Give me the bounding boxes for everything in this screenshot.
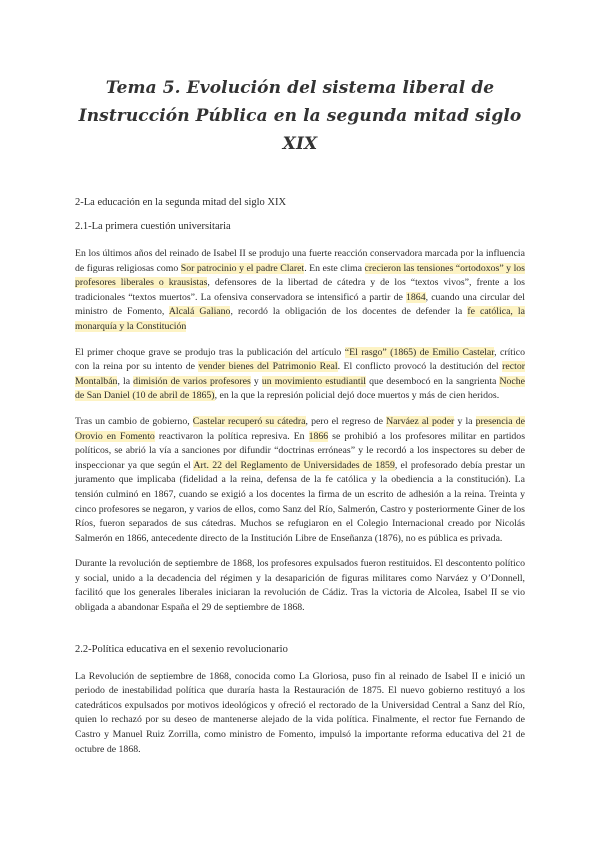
highlighted-text: Narváez al poder: [386, 415, 455, 427]
text-run: Durante la revolución de septiembre de 1868, los profesores expulsados fueron restituidos. El descontento político y social, unido a la decadencia del régimen y la desaparición de figuras militares como Narváez y O’Donnell, facilitó que los generales liberales iniciaran la revolución de Cádiz. Tras la victoria de Alcolea, Isabel II se vio obligada a abandonar España el 29 de septiembre de 1868.: [75, 558, 525, 614]
subsection-heading-1: 2.1-La primera cuestión universitaria: [75, 221, 231, 232]
text-run: La Revolución de septiembre de 1868, conocida como La Gloriosa, puso fin al reinado de Isabel II e inició un periodo de inestabilidad política que duraría hasta la Restauración de 1875. El nuevo gobierno restituyó a los catedráticos expulsados por motivos ideológicos y ofreció el rectorado de la Universidad Central a Sanz del Río, quien lo rechazó por su deseo de mantenerse alejado de la vida política. Finalmente, el rector fue Fernando de Castro y Manuel Ruiz Zorrilla, como ministro de Fomento, impulsó la importante reforma educativa del 21 de octubre de 1868.: [75, 670, 525, 755]
highlighted-text: 1866: [308, 430, 329, 442]
text-run: . El conflicto provocó la destitución del: [337, 361, 503, 373]
text-run: y la: [454, 415, 476, 427]
highlighted-text: presencia de Orovio en Fomento: [75, 415, 525, 442]
paragraph: [75, 415, 525, 546]
text-run: , la: [117, 375, 134, 387]
text-run: . En este clima: [304, 262, 365, 274]
text-run: reactivaron la política represiva. En: [154, 430, 309, 442]
subsection-body-1: [75, 247, 525, 616]
highlighted-text: un movimiento estudiantil: [261, 375, 367, 387]
highlighted-text: Alcalá Galiano: [168, 306, 231, 318]
highlighted-text: dimisión de varios profesores: [133, 375, 251, 387]
paragraph: [75, 247, 525, 335]
text-run: , crítico con la reina por su intento de: [75, 346, 525, 373]
paragraph: [75, 346, 525, 404]
highlighted-text: rector Montalbán: [75, 361, 525, 387]
text-run: , pero el regreso de: [305, 415, 387, 427]
highlighted-text: Noche de San Daniel (10 de abril de 1865): [75, 375, 526, 402]
highlighted-text: crecieron las tensiones “ortodoxos” y los profesores liberales o krausistas: [75, 262, 525, 289]
paragraph: [75, 557, 525, 615]
highlighted-text: “El rasgo” (1865) de Emilio Castelar: [344, 346, 495, 358]
text-run: y: [250, 375, 262, 387]
spacer: [75, 627, 525, 643]
subsection-heading-2: 2.2-Política educativa en el sexenio revolucionario: [75, 643, 288, 655]
text-run: El primer choque grave se produjo tras la publicación del artículo: [75, 346, 345, 358]
text-run: se prohibió a los profesores militar en partidos políticos, se abrió la vía a sanciones por difundir “doctrinas erróneas” y le recordó a los inspectores su deber de inspeccionar ya que según el: [75, 430, 526, 471]
text-run: , el profesorado debía prestar un juramento que implicaba (fidelidad a la reina, defensa de la fe católica y la obediencia a la constitución). La tensión culminó en 1867, cuando se exigió a los docentes la firma de un escrito de adhesión a la reina. Treinta y cinco profesores se negaron, y varios de ellos, como Sanz del Río, Salmerón, Castro y posteriormente Giner de los Ríos, fueron separados de sus cátedras. Muchos se refugiaron en el Colegio Internacional creado por Nicolás Salmerón en 1866, antecedente directo de la Institución Libre de Enseñanza (1876), no es pública es privada.: [75, 459, 526, 544]
paragraph: [75, 670, 525, 758]
text-run: que desembocó en la sangrienta: [366, 375, 500, 387]
text-run: , defensores de la libertad de cátedra y de los “textos vivos”, frente a los tradicionales “textos muertos”. La ofensiva conservadora se intensificó a partir de: [75, 277, 525, 303]
text-run: En los últimos años del reinado de Isabel II se produjo una fuerte reacción conservadora marcada por la influencia de figuras religiosas como: [75, 248, 525, 274]
text-run: , cuando una circular del ministro de Fomento,: [75, 291, 525, 318]
subsection-body-2: [75, 670, 525, 758]
highlighted-text: fe católica, la monarquía y la Constitución: [75, 306, 526, 332]
highlighted-text: Castelar recuperó su cátedra: [192, 415, 306, 427]
text-run: Tras un cambio de gobierno,: [75, 415, 193, 427]
document-title: Tema 5. Evolución del sistema liberal de Instrucción Pública en la segunda mitad siglo XIX: [78, 78, 522, 154]
text-run: , en la que la represión policial dejó doce muertos y más de cien heridos.: [214, 390, 500, 402]
highlighted-text: Art. 22 del Reglamento de Universidades de 1859: [193, 459, 395, 471]
section-heading: 2-La educación en la segunda mitad del siglo XIX: [75, 197, 287, 208]
highlighted-text: 1864: [406, 291, 426, 303]
highlighted-text: Sor patrocinio y el padre Claret: [180, 262, 305, 274]
highlighted-text: vender bienes del Patrimonio Real: [198, 361, 338, 373]
text-run: , recordó la obligación de los docentes de defender la: [230, 306, 468, 318]
